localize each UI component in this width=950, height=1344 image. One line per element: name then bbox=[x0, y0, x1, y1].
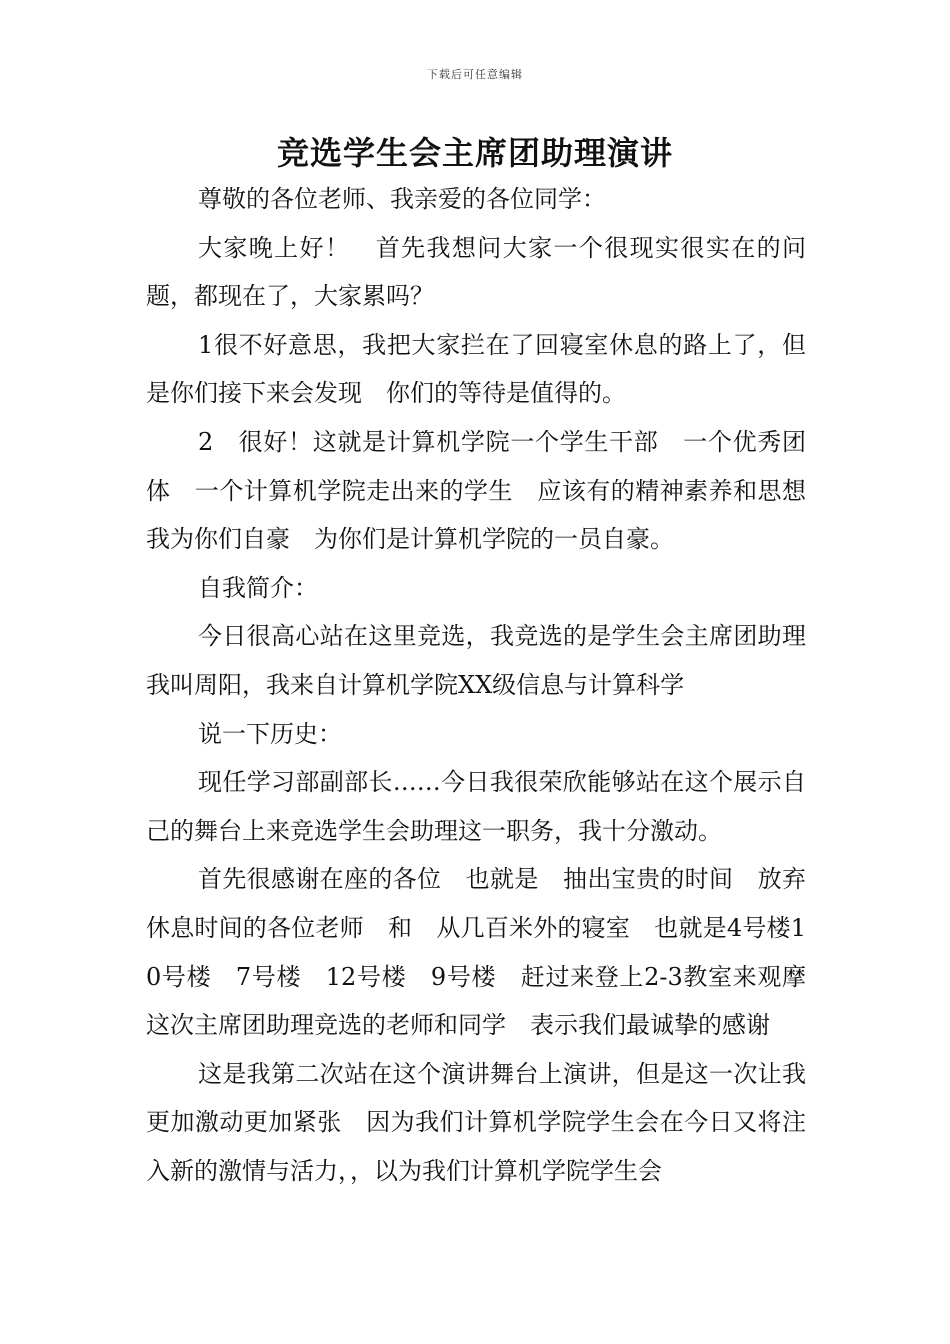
paragraph-history: 现任学习部副部长……今日我很荣欣能够站在这个展示自己的舞台上来竞选学生会助理这一职务，我十分激动。 bbox=[146, 768, 806, 845]
paragraph-opening-question: 大家晚上好！ 首先我想问大家一个很现实很实在的问题，都现在了，大家累吗？ bbox=[146, 233, 806, 311]
paragraph-self-intro-heading: 自我简介： bbox=[198, 573, 318, 602]
paragraph-self-intro: 今日很高心站在这里竞选，我竞选的是学生会主席团助理我叫周阳，我来自计算机学院XX级信息与计算科学 bbox=[146, 622, 806, 699]
paragraph-history-heading: 说一下历史： bbox=[198, 719, 342, 748]
paragraph-1: 1很不好意思，我把大家拦在了回寝室休息的路上了，但是你们接下来会发现 你们的等待是值得的。 bbox=[146, 330, 806, 408]
paragraph-2: 2 很好！这就是计算机学院一个学生干部 一个优秀团体 一个计算机学院走出来的学生 应该有的精神素养和思想 我为你们自豪 为你们是计算机学院的一员自豪。 bbox=[146, 427, 830, 554]
paragraph-thanks: 首先很感谢在座的各位 也就是 抽出宝贵的时间 放弃休息时间的各位老师 和 从几百米外的寝室 也就是4号楼10号楼 7号楼 12号楼 9号楼 赶过来登上2-3教室来观摩这次主席团助理竞选的老师和同学 表示我们最诚挚的感谢 bbox=[146, 865, 806, 1040]
document-body bbox=[146, 175, 830, 1195]
paragraph-greeting: 尊敬的各位老师、我亲爱的各位同学： bbox=[198, 185, 606, 213]
document-title: 竞选学生会主席团助理演讲 bbox=[276, 134, 673, 172]
paragraph-second-time: 这是我第二次站在这个演讲舞台上演讲，但是这一次让我更加激动更加紧张 因为我们计算机学院学生会在今日又将注入新的激情与活力，，以为我们计算机学院学生会 bbox=[146, 1059, 806, 1185]
header-note: 下载后可任意编辑 bbox=[427, 68, 523, 81]
